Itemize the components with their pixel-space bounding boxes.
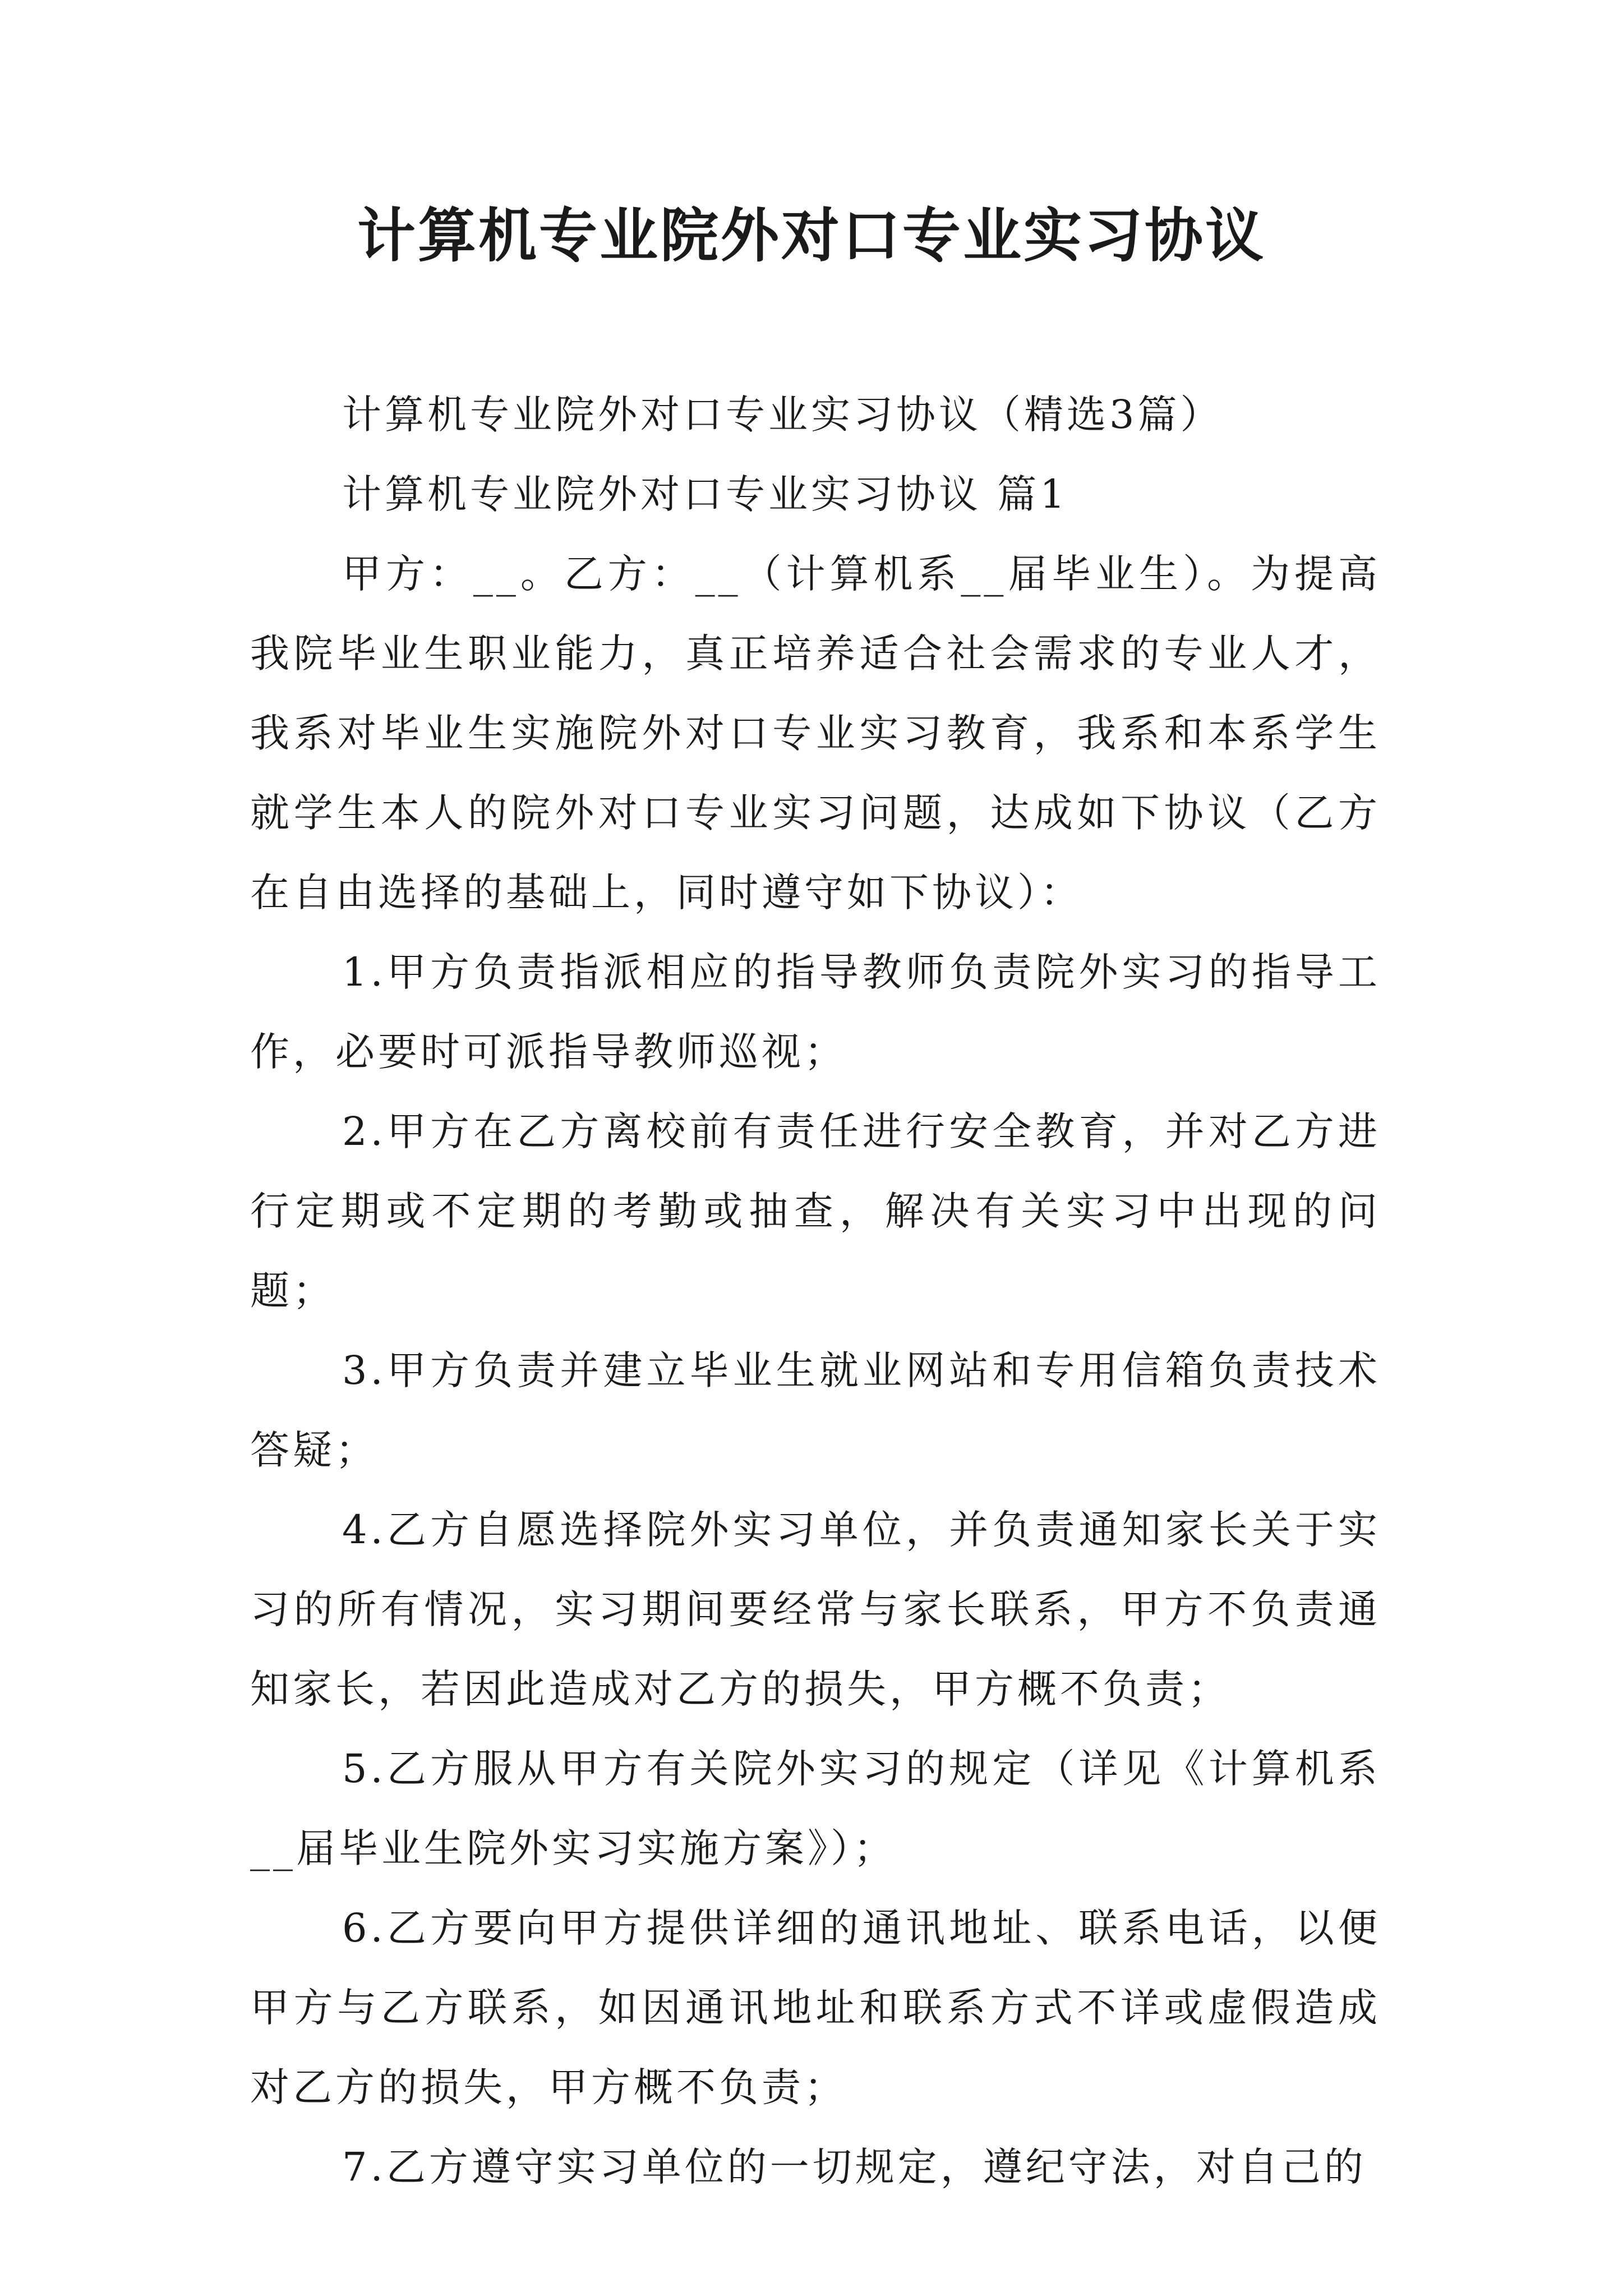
intro-paragraph: 甲方：__。乙方：__（计算机系__届毕业生）。为提高我院毕业生职业能力，真正培养适合社会需求的专业人才，我系对毕业生实施院外对口专业实习教育，我系和本系学生就学生本人的院外对口专业实习问题，达成如下协议（乙方在自由选择的基础上，同时遵守如下协议）： [250,551,1381,915]
clause-7: 7.乙方遵守实习单位的一切规定，遵纪守法，对自己的 [342,2144,1367,2190]
clause-6: 6.乙方要向甲方提供详细的通讯地址、联系电话，以便甲方与乙方联系，如因通讯地址和联系方式不详或虚假造成对乙方的损失，甲方概不负责； [250,1905,1381,2110]
clause-3: 3.甲方负责并建立毕业生就业网站和专用信箱负责技术答疑； [250,1347,1381,1473]
clause-1: 1.甲方负责指派相应的指导教师负责院外实习的指导工作，必要时可派指导教师巡视； [250,949,1381,1075]
clause-5: 5.乙方服从甲方有关院外实习的规定（详见《计算机系__届毕业生院外实习实施方案》）； [250,1746,1381,1871]
clause-2: 2.甲方在乙方离校前有责任进行安全教育，并对乙方进行定期或不定期的考勤或抽查，解决有关实习中出现的问题； [250,1108,1381,1314]
section-heading: 计算机专业院外对口专业实习协议 篇1 [342,471,1068,517]
clause-4: 4.乙方自愿选择院外实习单位，并负责通知家长关于实习的所有情况，实习期间要经常与家长联系，甲方不负责通知家长，若因此造成对乙方的损失，甲方概不负责； [250,1507,1381,1712]
subtitle-paragraph: 计算机专业院外对口专业实习协议（精选3篇） [342,392,1223,438]
document-body [250,375,1381,2207]
document-title: 计算机专业院外对口专业实习协议 [357,201,1266,270]
